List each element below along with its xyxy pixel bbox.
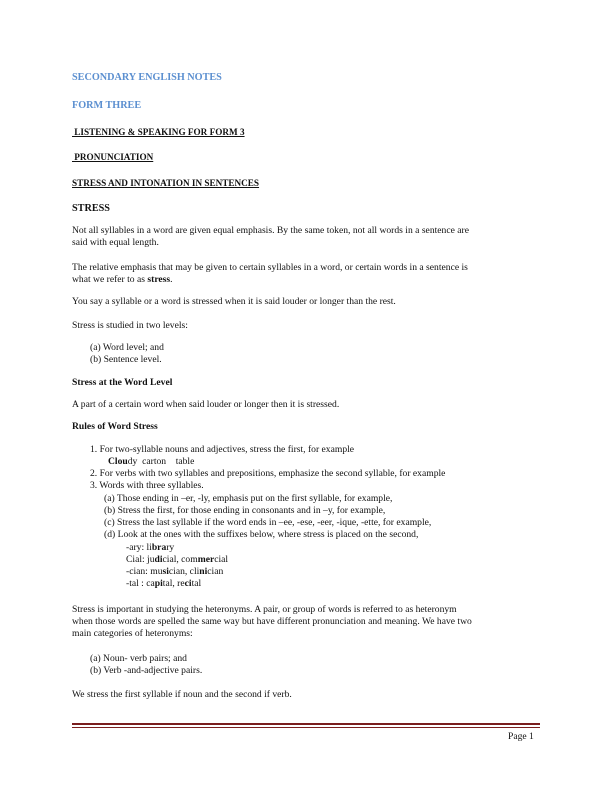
suffix-text: cial, com [162, 554, 198, 565]
section-heading-listening: LISTENING & SPEAKING FOR FORM 3 [72, 127, 245, 137]
suffix-ary [126, 542, 174, 554]
rule-3-sub-c: (c) Stress the last syllable if the word ends in –ee, -ese, -eer, -ique, -ette, for example, [104, 517, 432, 528]
suffix-text: -cian: mu [126, 566, 163, 577]
stress-heading: STRESS [72, 203, 110, 214]
suffix-text: -ary: li [126, 542, 152, 553]
paragraph-2-text: what we refer to as [72, 274, 148, 285]
footer-rule [72, 723, 540, 725]
paragraph-7: We stress the first syllable if noun and the second if verb. [72, 689, 292, 700]
rule-3-sub-a: (a) Those ending in –er, -ly, emphasis put on the first syllable, for example, [104, 493, 393, 504]
rules-heading: Rules of Word Stress [72, 421, 158, 432]
paragraph-6-line-3: main categories of heteronyms: [72, 628, 193, 639]
paragraph-3: You say a syllable or a word is stressed when it is said louder or longer than the rest. [72, 296, 396, 307]
paragraph-4: Stress is studied in two levels: [72, 320, 188, 331]
level-item-b: (b) Sentence level. [90, 354, 162, 365]
paragraph-2-line-2 [72, 274, 173, 286]
rule-1: 1. For two-syllable nouns and adjectives, stress the first, for example [90, 444, 355, 455]
suffix-stress: ci [184, 578, 192, 589]
footer-rule-thin [72, 727, 540, 728]
word-level-heading: Stress at the Word Level [72, 377, 173, 388]
suffix-text: -tal : ca [126, 578, 155, 589]
suffix-cial [126, 554, 228, 566]
suffix-text: ry [166, 542, 175, 553]
suffix-stress: ni [199, 566, 208, 577]
suffix-text: cian, cli [168, 566, 200, 577]
paragraph-2-line-1: The relative emphasis that may be given to certain syllables in a word, or certain words in a sentence is [72, 262, 468, 273]
suffix-stress: mer [197, 554, 215, 565]
suffix-stress: bra [151, 542, 167, 553]
paragraph-6-line-2: when those words are spelled the same way but have different pronunciation and meaning. We have two [72, 616, 472, 627]
rule-1-example-rest: dy carton table [127, 456, 195, 467]
suffix-text: Cial: ju [126, 554, 155, 565]
suffix-text: cial [214, 554, 229, 565]
rule-3-sub-d: (d) Look at the ones with the suffixes below, where stress is placed on the second, [104, 529, 419, 540]
paragraph-1-line-1: Not all syllables in a word are given equal emphasis. By the same token, not all words in a sentence are [72, 225, 469, 236]
document-title: SECONDARY ENGLISH NOTES [72, 72, 222, 83]
suffix-stress: pi [154, 578, 163, 589]
suffix-cian [126, 566, 223, 578]
form-heading: FORM THREE [72, 100, 142, 111]
paragraph-1-line-2: said with equal length. [72, 237, 159, 248]
rule-3: 3. Words with three syllables. [90, 480, 204, 491]
suffix-stress: si [162, 566, 169, 577]
rule-1-example-stress: Clou [108, 456, 128, 467]
suffix-stress: di [154, 554, 163, 565]
pair-item-b: (b) Verb -and-adjective pairs. [90, 665, 203, 676]
paragraph-2-period: . [170, 274, 173, 285]
suffix-text: cian [207, 566, 224, 577]
paragraph-6-line-1: Stress is important in studying the heteronyms. A pair, or group of words is referred to as heteronym [72, 604, 457, 615]
level-item-a: (a) Word level; and [90, 342, 164, 353]
pair-item-a: (a) Noun- verb pairs; and [90, 653, 187, 664]
stress-keyword: stress [147, 274, 171, 285]
section-heading-pronunciation: PRONUNCIATION [72, 152, 154, 162]
suffix-tal [126, 578, 201, 590]
rule-3-sub-b: (b) Stress the first, for those ending in consonants and in –y, for example, [104, 505, 386, 516]
suffix-text: tal, re [162, 578, 185, 589]
suffix-text: tal [191, 578, 202, 589]
rule-1-examples [108, 456, 194, 468]
paragraph-5: A part of a certain word when said louder or longer then it is stressed. [72, 399, 340, 410]
page-number: Page 1 [508, 731, 534, 742]
rule-2: 2. For verbs with two syllables and prepositions, emphasize the second syllable, for example [90, 468, 446, 479]
section-heading-stress-intonation: STRESS AND INTONATION IN SENTENCES [72, 178, 260, 188]
